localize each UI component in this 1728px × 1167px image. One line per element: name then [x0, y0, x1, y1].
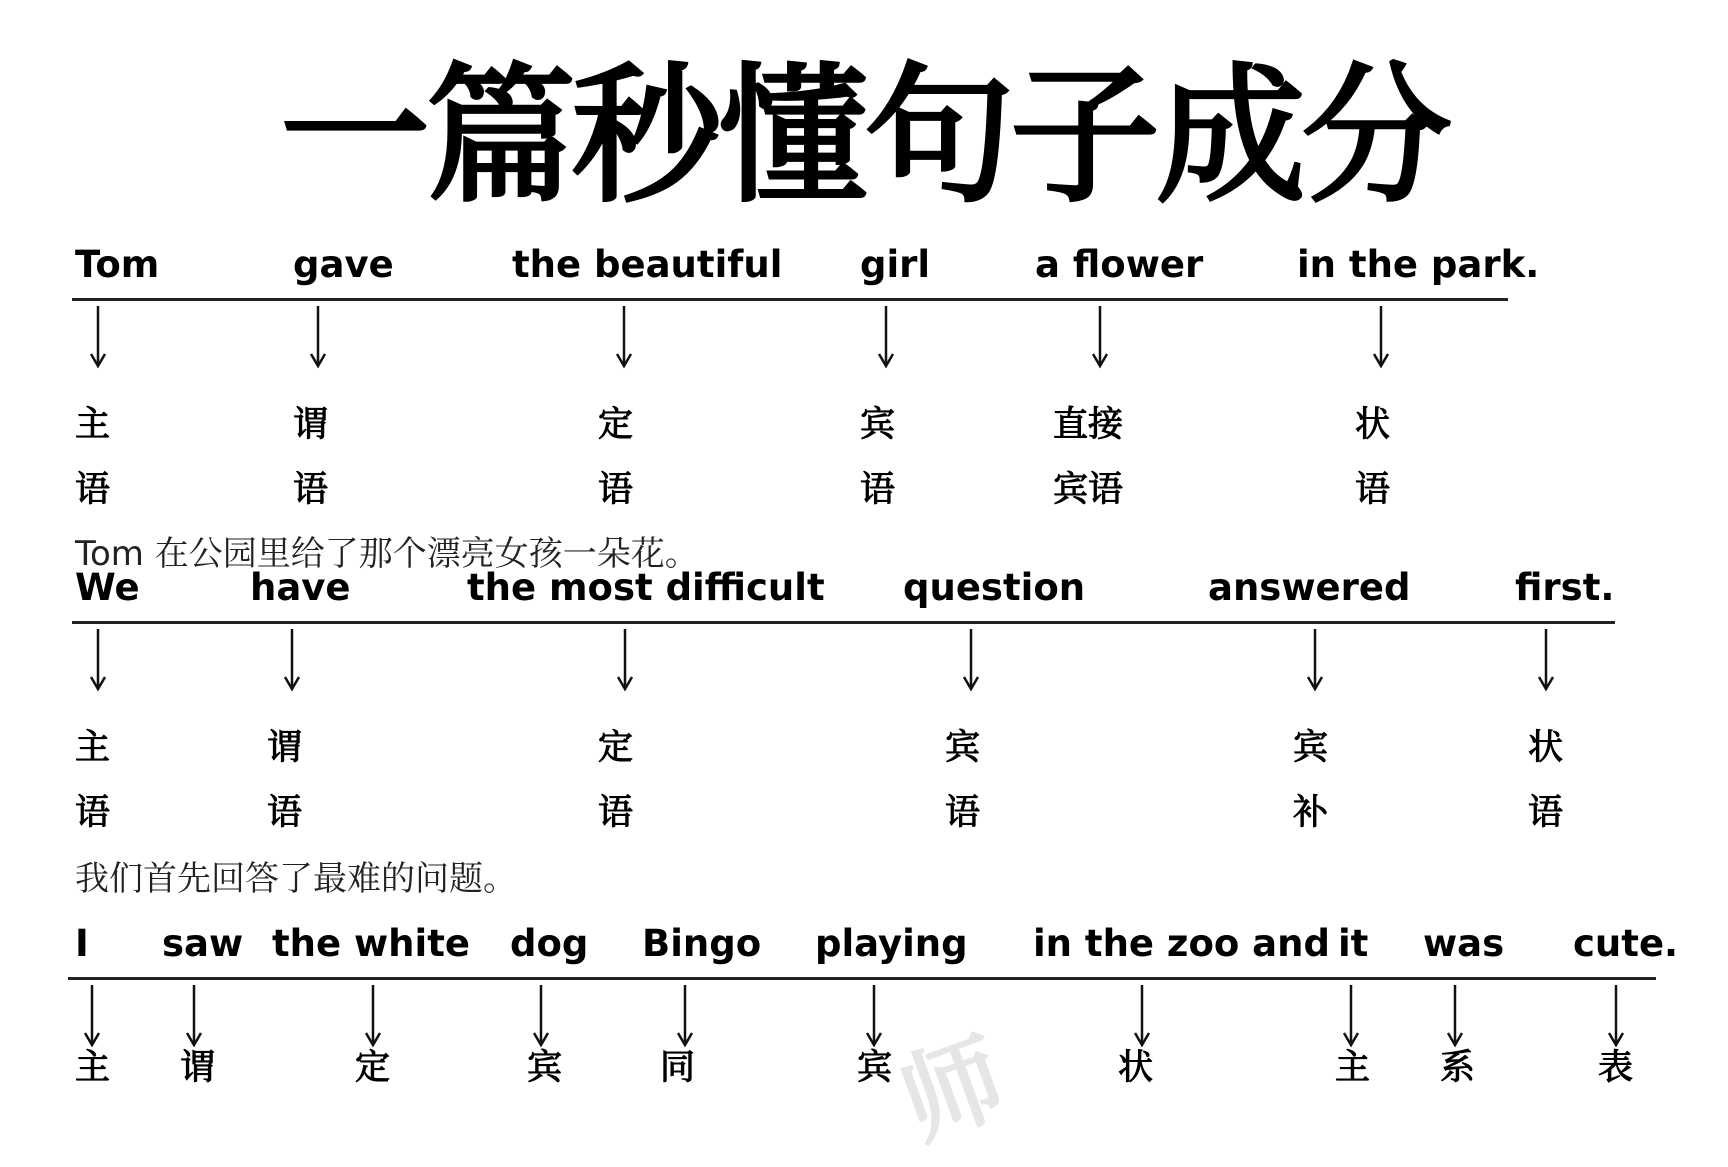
role-label: 语 — [598, 470, 634, 510]
word: was — [1423, 922, 1505, 965]
role-label: 宾语 — [1053, 470, 1124, 510]
down-arrow-icon — [1092, 306, 1108, 368]
sentence-2 — [0, 566, 1728, 833]
role-label: 语 — [267, 793, 303, 833]
down-arrow-icon — [1134, 985, 1150, 1047]
role-label: 语 — [598, 793, 634, 833]
underline-rule — [72, 298, 1508, 301]
down-arrow-icon — [533, 985, 549, 1047]
word: cute. — [1573, 922, 1679, 965]
word: Bingo — [642, 922, 762, 965]
page-title: 一篇秒懂句子成分 — [279, 50, 1448, 224]
down-arrow-icon — [1307, 629, 1323, 691]
role-label: 语 — [75, 793, 111, 833]
role-label: 谓 — [180, 1048, 216, 1088]
down-arrow-icon — [617, 629, 633, 691]
role-label: 状 — [1118, 1048, 1154, 1088]
word: I — [75, 922, 89, 965]
word: have — [250, 566, 351, 609]
role-label: 语 — [1528, 793, 1564, 833]
sentence-3 — [0, 922, 1728, 1088]
down-arrow-icon — [365, 985, 381, 1047]
role-label: 谓 — [267, 728, 303, 768]
role-label: 主 — [75, 728, 111, 768]
down-arrow-icon — [878, 306, 894, 368]
word: first. — [1515, 566, 1615, 609]
word: the most difficult — [467, 566, 825, 609]
down-arrow-icon — [1608, 985, 1624, 1047]
down-arrow-icon — [963, 629, 979, 691]
word: in the park. — [1297, 243, 1540, 286]
role-label: 语 — [945, 793, 981, 833]
role-label: 定 — [598, 728, 634, 768]
word: playing — [815, 922, 968, 965]
role-label: 宾 — [945, 728, 981, 768]
translation-text: Tom 在公园里给了那个漂亮女孩一朵花。 — [75, 534, 699, 574]
role-label: 表 — [1598, 1048, 1634, 1088]
watermark: 师 — [885, 1017, 1020, 1163]
down-arrow-icon — [90, 306, 106, 368]
word: a flower — [1035, 243, 1204, 286]
word: it — [1338, 922, 1369, 965]
down-arrow-icon — [284, 629, 300, 691]
role-label: 状 — [1355, 405, 1391, 445]
underline-rule — [72, 621, 1615, 624]
sentence-1 — [0, 243, 1728, 510]
word: Tom — [75, 243, 160, 286]
role-label: 状 — [1528, 728, 1564, 768]
role-label: 宾 — [857, 1048, 893, 1088]
down-arrow-icon — [1373, 306, 1389, 368]
word: question — [903, 566, 1086, 609]
word: the beautiful — [512, 243, 783, 286]
word: gave — [293, 243, 394, 286]
word: We — [75, 566, 140, 609]
down-arrow-icon — [90, 629, 106, 691]
role-label: 宾 — [860, 405, 896, 445]
role-label: 宾 — [1293, 728, 1329, 768]
down-arrow-icon — [1538, 629, 1554, 691]
role-label: 语 — [75, 470, 111, 510]
down-arrow-icon — [1447, 985, 1463, 1047]
role-label: 主 — [75, 1048, 111, 1088]
down-arrow-icon — [866, 985, 882, 1047]
role-label: 宾 — [527, 1048, 563, 1088]
down-arrow-icon — [1343, 985, 1359, 1047]
word: the white — [272, 922, 470, 965]
role-label: 语 — [1355, 470, 1391, 510]
role-label: 直接 — [1053, 405, 1124, 445]
role-label: 主 — [1335, 1048, 1371, 1088]
role-label: 定 — [598, 405, 634, 445]
word: saw — [162, 922, 244, 965]
translation-text: 我们首先回答了最难的问题。 — [75, 859, 517, 899]
role-label: 主 — [75, 405, 111, 445]
role-label: 谓 — [293, 405, 329, 445]
word: in the zoo and — [1033, 922, 1330, 965]
role-label: 系 — [1440, 1048, 1476, 1088]
down-arrow-icon — [677, 985, 693, 1047]
role-label: 语 — [860, 470, 896, 510]
underline-rule — [68, 977, 1656, 980]
role-label: 语 — [293, 470, 329, 510]
down-arrow-icon — [616, 306, 632, 368]
role-label: 同 — [660, 1048, 696, 1088]
word: girl — [860, 243, 931, 286]
word: dog — [510, 922, 589, 965]
role-label: 补 — [1293, 793, 1329, 833]
down-arrow-icon — [310, 306, 326, 368]
role-label: 定 — [355, 1048, 391, 1088]
word: answered — [1208, 566, 1411, 609]
down-arrow-icon — [84, 985, 100, 1047]
down-arrow-icon — [186, 985, 202, 1047]
